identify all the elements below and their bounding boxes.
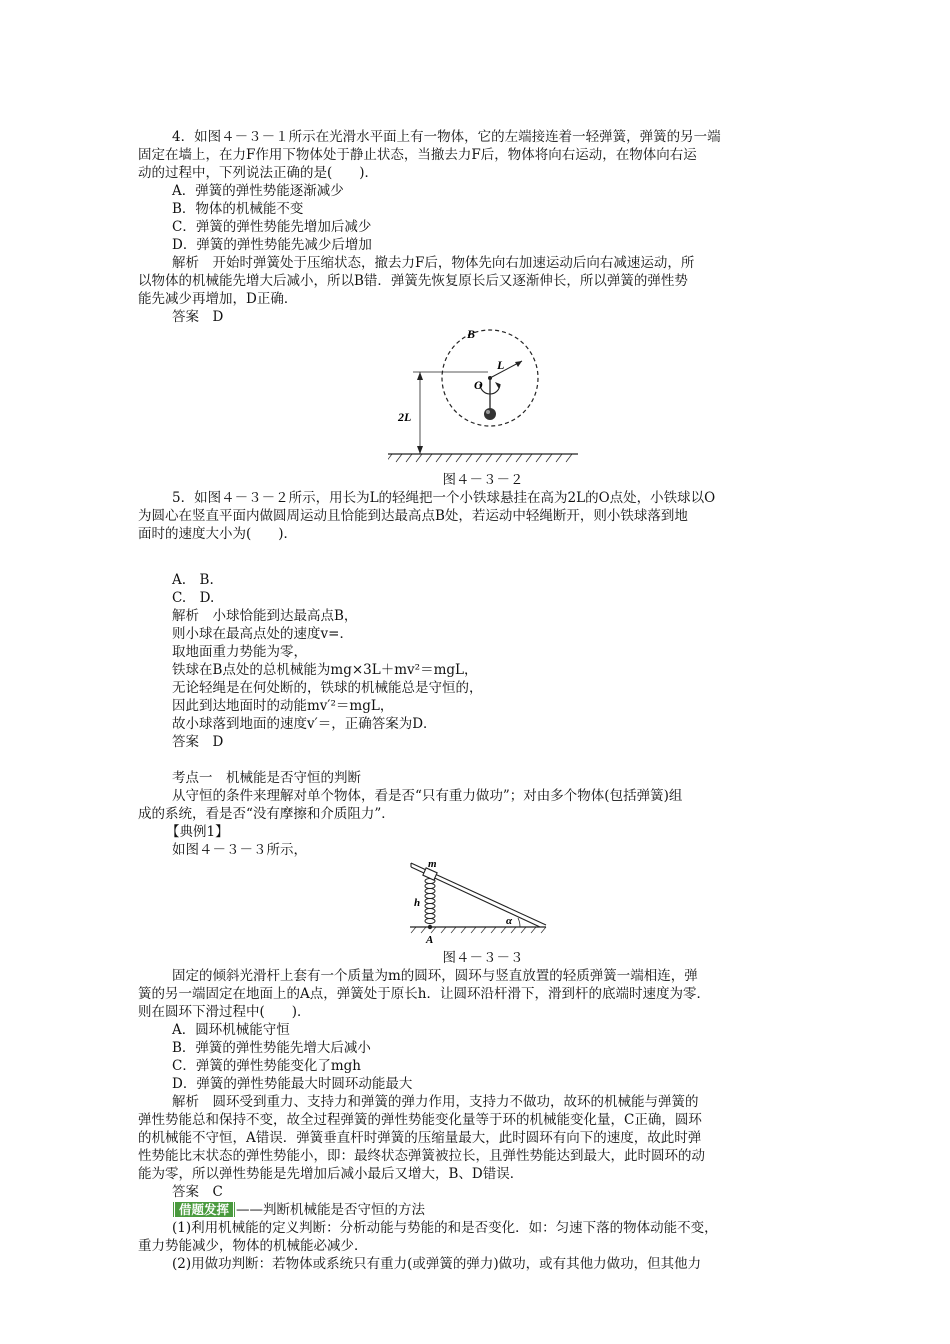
fig3-label-alpha: α [506,915,513,927]
q4-analysis-line: 解析 开始时弹簧处于压缩状态，撤去力F后，物体先向右加速运动后向右减速运动，所 [172,255,695,271]
ex1-option-a: A．圆环机械能守恒 [172,1022,290,1038]
q4-stem-line: 固定在墙上，在力F作用下物体处于静止状态，当撤去力F后，物体将向右运动，在物体向右运 [138,147,697,163]
figure-caption: 图４－３－２ [442,472,524,488]
figure-4-3-2 [388,326,578,471]
fig2-label-l: L [497,358,505,372]
q5-analysis-line: 取地面重力势能为零， [172,644,307,660]
q5-analysis-line: 故小球落到地面的速度v′＝，正确答案为D． [172,716,437,732]
example-heading: 【典例1】 [166,824,229,840]
q4-analysis-line: 能先减少再增加，D正确． [138,291,298,307]
ex1-analysis-line: 能为零，所以弹性势能是先增加后减小最后又增大，B、D错误． [138,1166,524,1182]
tip-heading [138,1201,828,1219]
ex1-stem-line: 则在圆环下滑过程中( )． [138,1004,311,1020]
tip-line: 重力势能减少，物体的机械能必减少． [138,1238,368,1254]
ex1-analysis-line: 解析 圆环受到重力、支持力和弹簧的弹力作用，支持力不做功，故环的机械能与弹簧的 [172,1094,699,1110]
ex1-option-d: D．弹簧的弹性势能最大时圆环动能最大 [172,1076,413,1092]
ex1-stem-line: 簧的另一端固定在地面上的A点，弹簧处于原长h．让圆环沿杆滑下，滑到杆的底端时速度为零． [138,986,710,1002]
ex1-analysis-line: 的机械能不守恒，A错误．弹簧垂直杆时弹簧的压缩量最大，此时圆环有向下的速度，故此时弹 [138,1130,702,1146]
q4-option-a: A．弹簧的弹性势能逐渐减少 [172,183,344,199]
q5-analysis-line: 解析 小球恰能到达最高点B， [172,608,358,624]
q5-options-cd: C. D. [172,590,215,606]
tip-tag: 借题发挥 [172,1202,236,1217]
q4-analysis-line: 以物体的机械能先增大后减小，所以B错．弹簧先恢复原长后又逐渐伸长，所以弹簧的弹性势 [138,273,688,289]
fig3-label-m: m [428,859,437,870]
ex1-option-c: C．弹簧的弹性势能变化了mgh [172,1058,361,1074]
section-text-line: 成的系统，看是否“没有摩擦和介质阻力”． [138,806,395,822]
ex1-answer: 答案 C [172,1184,223,1200]
ex1-analysis-line: 弹性势能总和保持不变，故全过程弹簧的弹性势能变化量等于环的机械能变化量，C正确，圆环 [138,1112,702,1128]
tip-line: (1)利用机械能的定义判断：分析动能与势能的和是否变化．如：匀速下落的物体动能不变， [172,1220,718,1236]
q4-option-c: C．弹簧的弹性势能先增加后减少 [172,219,372,235]
q5-stem-line: 5．如图４－３－２所示，用长为L的轻绳把一个小铁球悬挂在高为2L的O点处，小铁球以O [172,490,716,506]
q5-options-ab: A. B. [172,572,214,588]
fig3-label-a: A [426,934,434,946]
q4-option-d: D．弹簧的弹性势能先减少后增加 [172,237,372,253]
fig3-label-h: h [414,897,421,909]
q4-option-b: B．物体的机械能不变 [172,201,304,217]
q5-stem-line: 为圆心在竖直平面内做圆周运动且恰能到达最高点B处，若运动中轻绳断开，则小铁球落到地 [138,508,688,524]
q5-analysis-line: 无论轻绳是在何处断的，铁球的机械能总是守恒的， [172,680,483,696]
ex1-option-b: B．弹簧的弹性势能先增大后减小 [172,1040,371,1056]
q5-analysis-line: 因此到达地面时的动能mv′²＝mgL， [172,698,394,714]
figure-4-3-3 [408,859,558,949]
example-intro: 如图４－３－３所示， [172,842,307,858]
q5-stem-line: 面时的速度大小为( )． [138,526,298,542]
q4-stem-line: 动的过程中，下列说法正确的是( )． [138,165,379,181]
q4-stem-line: 4．如图４－３－１所示在光滑水平面上有一物体，它的左端接连着一轻弹簧，弹簧的另一端 [172,129,721,145]
q5-answer: 答案 D [172,734,224,750]
q4-answer: 答案 D [172,309,224,325]
tip-title: ——判断机械能是否守恒的方法 [236,1202,426,1218]
section-title: 考点一 机械能是否守恒的判断 [172,770,361,786]
ex1-stem-line: 固定的倾斜光滑杆上套有一个质量为m的圆环，圆环与竖直放置的轻质弹簧一端相连，弹 [172,968,698,984]
document-page [138,128,828,1273]
ex1-analysis-line: 性势能比末状态的弹性势能小，即：最终状态弹簧被拉长，且弹性势能达到最大，此时圆环的动 [138,1148,705,1164]
fig2-label-2l: 2L [398,410,412,424]
figure-caption: 图４－３－３ [442,950,524,966]
tip-line: (2)用做功判断：若物体或系统只有重力(或弹簧的弹力)做功，或有其他力做功，但其他力 [172,1256,702,1272]
fig2-label-b: B [467,327,476,341]
fig2-label-o: O [474,378,483,392]
section-text-line: 从守恒的条件来理解对单个物体，看是否“只有重力做功”；对由多个物体(包括弹簧)组 [172,788,683,804]
q5-analysis-line: 铁球在B点处的总机械能为mg×3L＋mv²＝mgL， [172,662,478,678]
q5-analysis-line: 则小球在最高点处的速度v=． [172,626,353,642]
